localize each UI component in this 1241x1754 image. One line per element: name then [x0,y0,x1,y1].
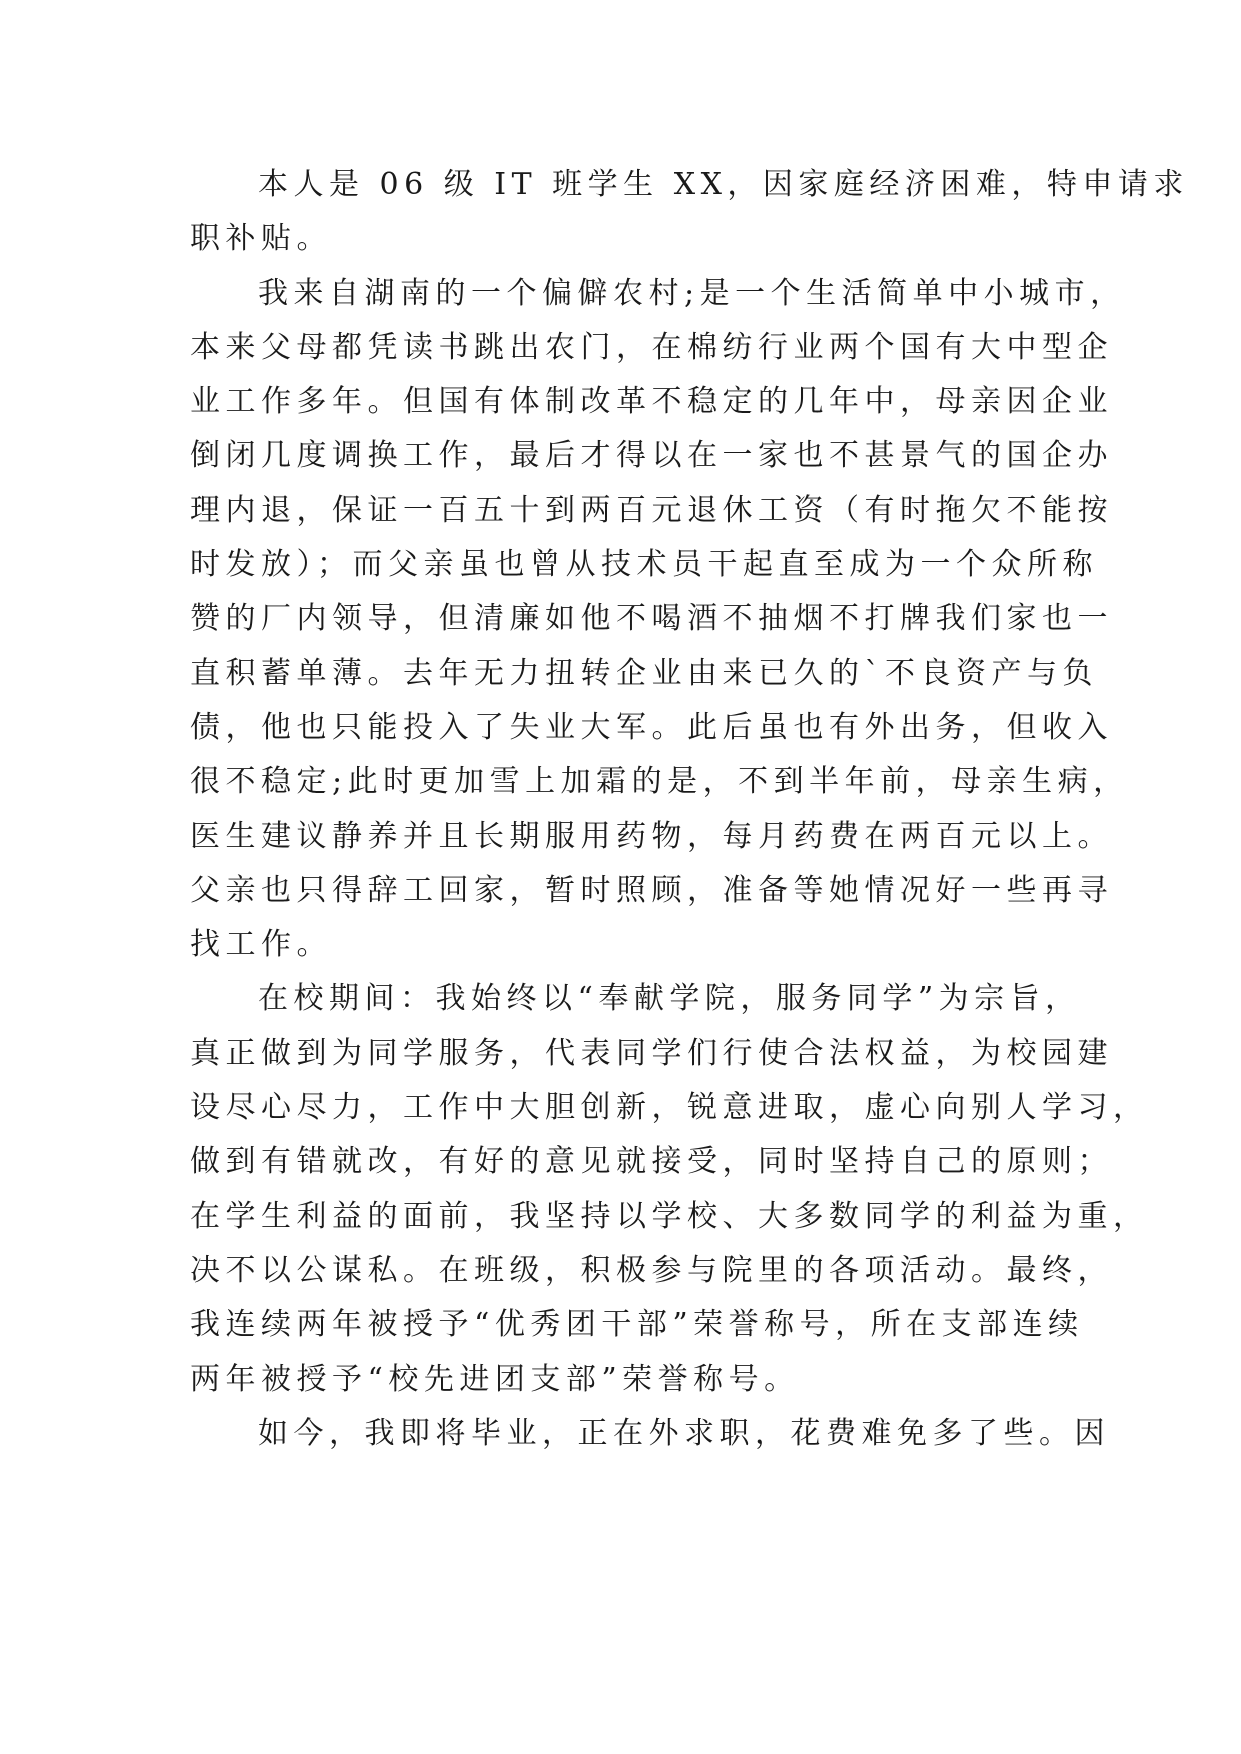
paragraph-3-line-4: 做到有错就改，有好的意见就接受，同时坚持自己的原则； [190,1144,1113,1180]
paragraph-1-line-1: 本人是 06 级 IT 班学生 XX，因家庭经济困难，特申请求 [258,167,1189,202]
paragraph-2-line-11: 医生建议静养并且长期服用药物，每月药费在两百元以上。 [190,818,1113,854]
paragraph-3-line-2: 真正做到为同学服务，代表同学们行使合法权益，为校园建 [190,1035,1113,1071]
paragraph-2-line-12: 父亲也只得辞工回家，暂时照顾，准备等她情况好一些再寻 [190,872,1113,908]
paragraph-2-line-10: 很不稳定;此时更加雪上加霜的是，不到半年前，母亲生病， [190,764,1129,800]
document-body [190,158,1189,1461]
paragraph-2-line-9: 债，他也只能投入了失业大军。此后虽也有外出务，但收入 [190,709,1113,745]
paragraph-2-line-1: 我来自湖南的一个偏僻农村;是一个生活简单中小城市， [258,275,1126,311]
paragraph-2-line-8: 直积蓄单薄。去年无力扭转企业由来已久的`不良资产与负 [190,655,1098,691]
paragraph-2-line-3: 业工作多年。但国有体制改革不稳定的几年中，母亲因企业 [190,384,1113,420]
paragraph-3-line-7: 我连续两年被授予“优秀团干部”荣誉称号，所在支部连续 [190,1307,1084,1343]
paragraph-3-line-6: 决不以公谋私。在班级，积极参与院里的各项活动。最终， [190,1252,1113,1288]
paragraph-3-line-8: 两年被授予“校先进团支部”荣誉称号。 [190,1361,800,1397]
paragraph-2-line-7: 赞的厂内领导，但清廉如他不喝酒不抽烟不打牌我们家也一 [190,601,1113,637]
paragraph-1-line-2: 职补贴。 [190,221,332,257]
paragraph-3-line-1: 在校期间：我始终以“奉献学院，服务同学”为宗旨， [258,981,1081,1017]
paragraph-2-line-5: 理内退，保证一百五十到两百元退休工资（有时拖欠不能按 [190,492,1113,528]
paragraph-4-line-1: 如今，我即将毕业，正在外求职，花费难免多了些。因 [258,1415,1110,1451]
paragraph-2-line-4: 倒闭几度调换工作，最后才得以在一家也不甚景气的国企办 [190,438,1113,474]
paragraph-2-line-2: 本来父母都凭读书跳出农门，在棉纺行业两个国有大中型企 [190,329,1113,365]
paragraph-2-line-6: 时发放）；而父亲虽也曾从技术员干起直至成为一个众所称 [190,547,1098,583]
paragraph-3-line-5: 在学生利益的面前，我坚持以学校、大多数同学的利益为重， [190,1198,1149,1234]
paragraph-2-line-13: 找工作。 [190,927,332,963]
paragraph-3-line-3: 设尽心尽力，工作中大胆创新，锐意进取，虚心向别人学习， [190,1090,1149,1126]
